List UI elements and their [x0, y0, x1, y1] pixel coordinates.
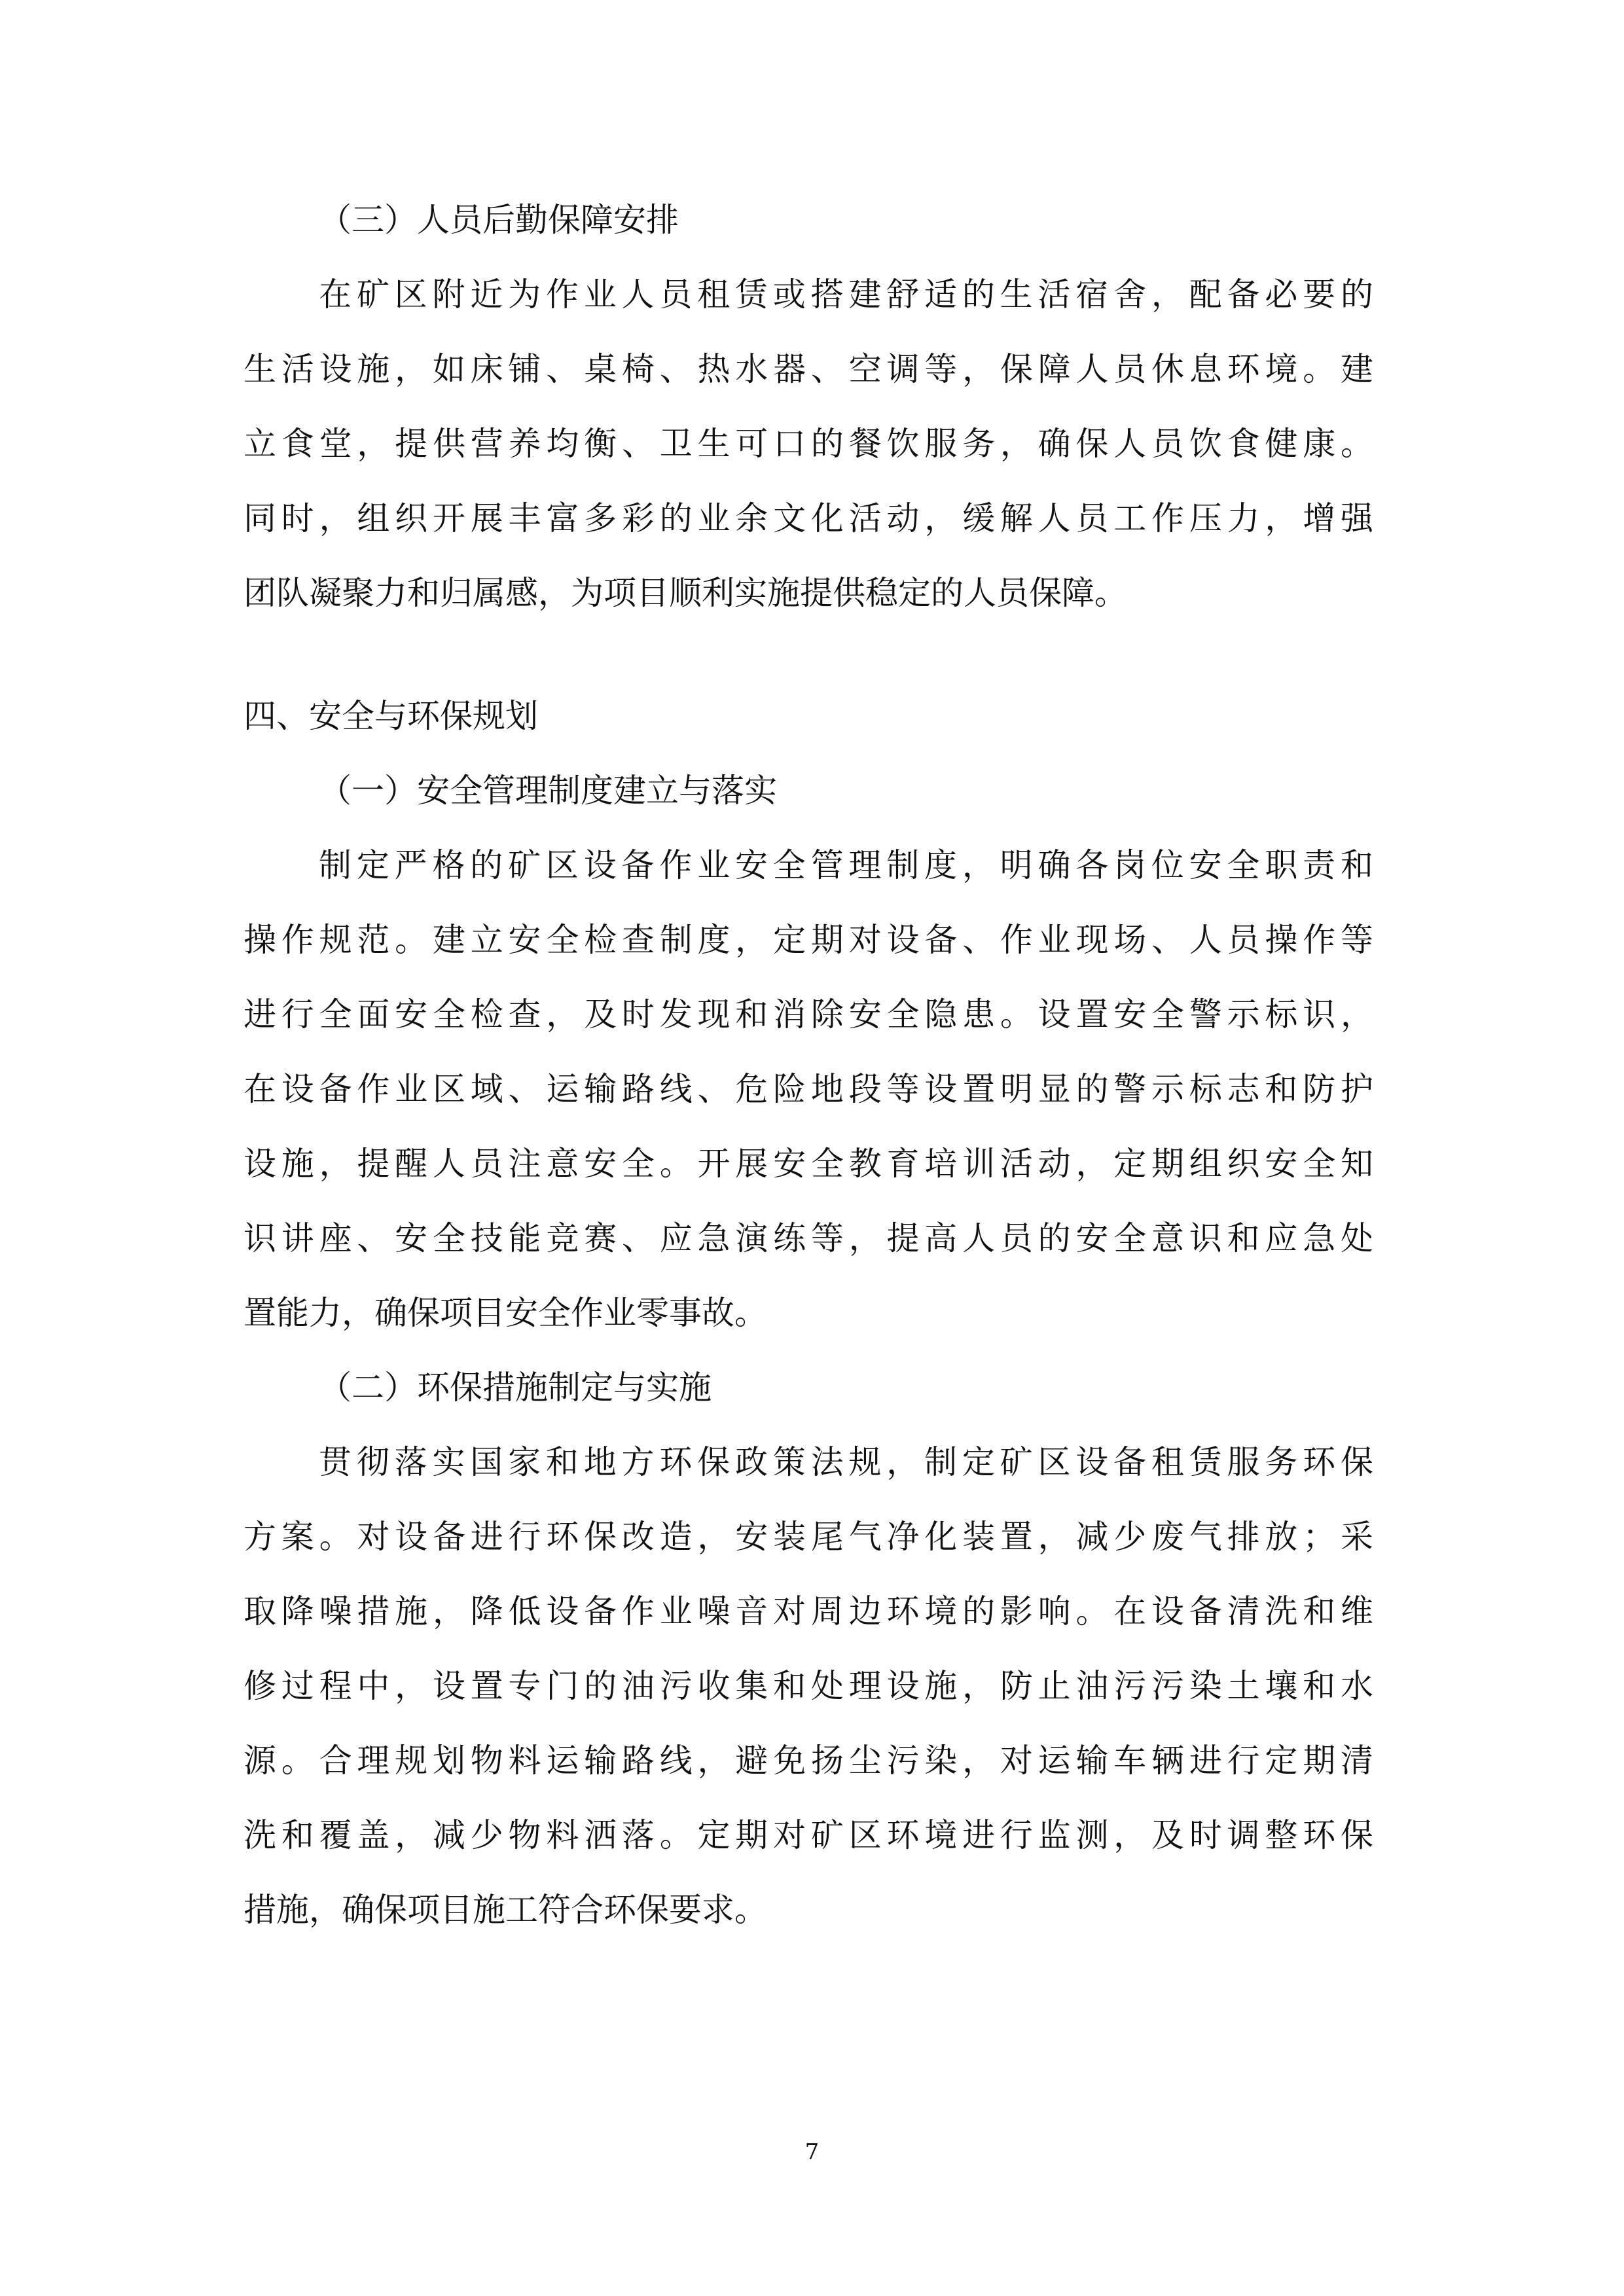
section-heading-environmental-measures: （二）环保措施制定与实施 — [319, 1369, 712, 1407]
paragraph-line: 修过程中，设置专门的油污收集和处理设施，防止油污污染土壤和水 — [244, 1667, 1373, 1705]
paragraph-line: 取降噪措施，降低设备作业噪音对周边环境的影响。在设备清洗和维 — [244, 1592, 1373, 1630]
page-number: 7 — [804, 2139, 820, 2165]
paragraph-line: 进行全面安全检查，及时发现和消除安全隐患。设置安全警示标识， — [244, 996, 1373, 1033]
paragraph-line: 生活设施，如床铺、桌椅、热水器、空调等，保障人员休息环境。建 — [244, 350, 1373, 388]
paragraph-line: 同时，组织开展丰富多彩的业余文化活动，缓解人员工作压力，增强 — [244, 499, 1373, 537]
paragraph-line: 措施，确保项目施工符合环保要求。 — [244, 1891, 767, 1929]
paragraph-line: 操作规范。建立安全检查制度，定期对设备、作业现场、人员操作等 — [244, 921, 1373, 959]
paragraph-line: 源。合理规划物料运输路线，避免扬尘污染，对运输车辆进行定期清 — [244, 1742, 1373, 1780]
paragraph-line: 洗和覆盖，减少物料洒落。定期对矿区环境进行监测，及时调整环保 — [244, 1816, 1373, 1854]
chapter-heading-safety-environment: 四、安全与环保规划 — [244, 697, 538, 735]
section-heading-safety-management: （一）安全管理制度建立与落实 — [319, 772, 777, 810]
paragraph-line: 识讲座、安全技能竞赛、应急演练等，提高人员的安全意识和应急处 — [244, 1219, 1373, 1257]
paragraph-line: 设施，提醒人员注意安全。开展安全教育培训活动，定期组织安全知 — [244, 1145, 1373, 1183]
paragraph-line: 方案。对设备进行环保改造，安装尾气净化装置，减少废气排放；采 — [244, 1518, 1373, 1556]
paragraph-line: 置能力，确保项目安全作业零事故。 — [244, 1294, 767, 1332]
paragraph-line: 团队凝聚力和归属感，为项目顺利实施提供稳定的人员保障。 — [244, 574, 1127, 612]
paragraph-line: 在设备作业区域、运输路线、危险地段等设置明显的警示标志和防护 — [244, 1070, 1373, 1108]
paragraph-line: 贯彻落实国家和地方环保政策法规，制定矿区设备租赁服务环保 — [319, 1443, 1373, 1481]
section-heading-personnel-logistics: （三）人员后勤保障安排 — [319, 201, 679, 239]
paragraph-line: 在矿区附近为作业人员租赁或搭建舒适的生活宿舍，配备必要的 — [319, 276, 1373, 314]
paragraph-line: 制定严格的矿区设备作业安全管理制度，明确各岗位安全职责和 — [319, 846, 1373, 884]
paragraph-line: 立食堂，提供营养均衡、卫生可口的餐饮服务，确保人员饮食健康。 — [244, 425, 1373, 463]
